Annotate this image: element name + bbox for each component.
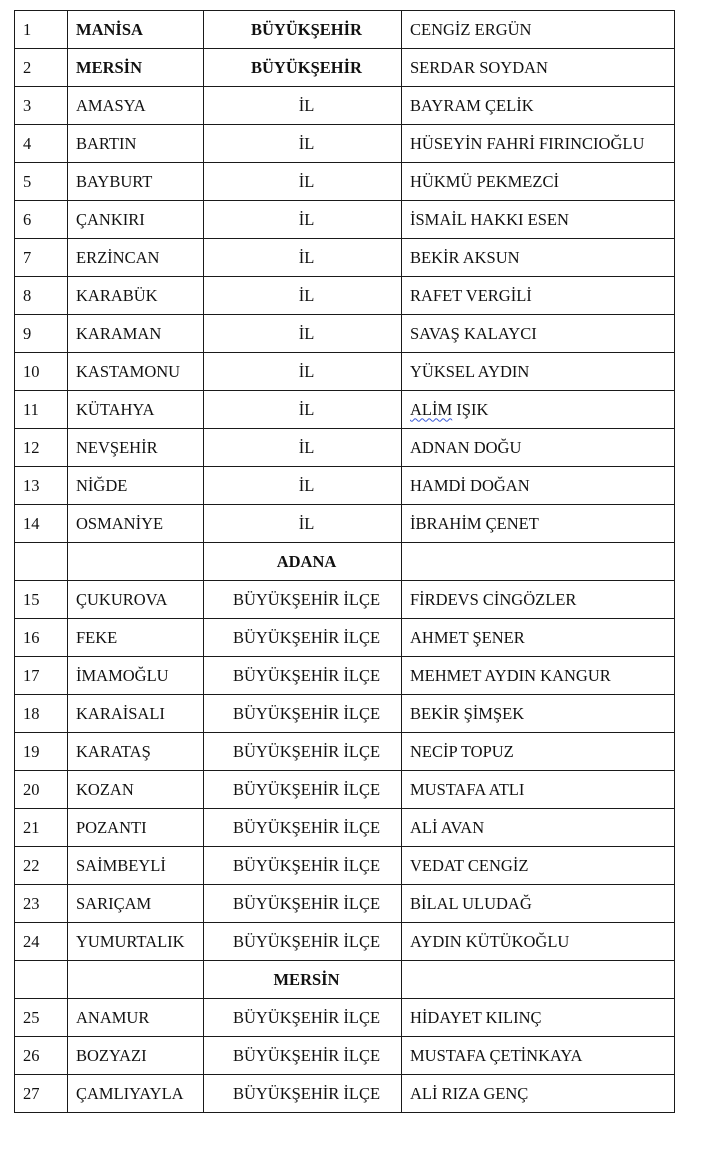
- municipality-type-cell: BÜYÜKŞEHİR İLÇE: [204, 885, 402, 923]
- province-cell: ANAMUR: [68, 999, 204, 1037]
- candidate-name-cell: [402, 391, 675, 429]
- row-number-cell: 6: [15, 201, 68, 239]
- municipality-type-cell: İL: [204, 353, 402, 391]
- municipality-type-cell: BÜYÜKŞEHİR İLÇE: [204, 581, 402, 619]
- candidate-name-cell: HİDAYET KILINÇ: [402, 999, 675, 1037]
- row-number-cell: 20: [15, 771, 68, 809]
- row-number-cell: 19: [15, 733, 68, 771]
- candidate-name-cell: FİRDEVS CİNGÖZLER: [402, 581, 675, 619]
- row-number-cell: 13: [15, 467, 68, 505]
- municipality-type-cell: BÜYÜKŞEHİR İLÇE: [204, 923, 402, 961]
- candidate-name-cell: BİLAL ULUDAĞ: [402, 885, 675, 923]
- candidate-name-cell: MUSTAFA ÇETİNKAYA: [402, 1037, 675, 1075]
- municipality-type-cell: İL: [204, 467, 402, 505]
- province-cell: BOZYAZI: [68, 1037, 204, 1075]
- municipality-type-cell: BÜYÜKŞEHİR İLÇE: [204, 999, 402, 1037]
- row-number-cell: 14: [15, 505, 68, 543]
- row-number-cell: 18: [15, 695, 68, 733]
- section-name-cell: [402, 961, 675, 999]
- municipality-type-cell: İL: [204, 125, 402, 163]
- row-number-cell: 21: [15, 809, 68, 847]
- table-row: [15, 277, 675, 315]
- row-number-cell: 8: [15, 277, 68, 315]
- municipality-type-cell: İL: [204, 239, 402, 277]
- province-cell: KARAMAN: [68, 315, 204, 353]
- municipality-type-cell: İL: [204, 391, 402, 429]
- candidate-name-cell: AYDIN KÜTÜKOĞLU: [402, 923, 675, 961]
- candidate-name-cell: BEKİR ŞİMŞEK: [402, 695, 675, 733]
- candidate-name-cell: CENGİZ ERGÜN: [402, 11, 675, 49]
- province-cell: POZANTI: [68, 809, 204, 847]
- table-row: [15, 391, 675, 429]
- province-cell: KASTAMONU: [68, 353, 204, 391]
- table-row: [15, 429, 675, 467]
- candidate-surname: IŞIK: [452, 399, 489, 419]
- row-number-cell: 11: [15, 391, 68, 429]
- municipality-type-cell: İL: [204, 163, 402, 201]
- row-number-cell: 24: [15, 923, 68, 961]
- candidate-name-cell: İSMAİL HAKKI ESEN: [402, 201, 675, 239]
- municipality-type-cell: İL: [204, 277, 402, 315]
- municipality-type-cell: BÜYÜKŞEHİR İLÇE: [204, 1075, 402, 1113]
- section-title: ADANA: [204, 543, 402, 581]
- row-number-cell: 4: [15, 125, 68, 163]
- municipality-type-cell: İL: [204, 87, 402, 125]
- table-row: [15, 847, 675, 885]
- row-number-cell: 25: [15, 999, 68, 1037]
- candidate-name-cell: HAMDİ DOĞAN: [402, 467, 675, 505]
- section-title: MERSİN: [204, 961, 402, 999]
- province-cell: MANİSA: [68, 11, 204, 49]
- table-row: [15, 87, 675, 125]
- province-cell: YUMURTALIK: [68, 923, 204, 961]
- candidates-table-body: [15, 11, 675, 1113]
- candidate-name-cell: ADNAN DOĞU: [402, 429, 675, 467]
- row-number-cell: 15: [15, 581, 68, 619]
- province-cell: ÇUKUROVA: [68, 581, 204, 619]
- section-city-cell: [68, 961, 204, 999]
- table-row: [15, 1037, 675, 1075]
- row-number-cell: 16: [15, 619, 68, 657]
- row-number-cell: 3: [15, 87, 68, 125]
- table-row: [15, 49, 675, 87]
- table-row: [15, 657, 675, 695]
- table-row: [15, 771, 675, 809]
- province-cell: BAYBURT: [68, 163, 204, 201]
- province-cell: KOZAN: [68, 771, 204, 809]
- row-number-cell: 26: [15, 1037, 68, 1075]
- municipality-type-cell: İL: [204, 315, 402, 353]
- province-cell: SARIÇAM: [68, 885, 204, 923]
- candidate-name-cell: SAVAŞ KALAYCI: [402, 315, 675, 353]
- section-name-cell: [402, 543, 675, 581]
- municipality-type-cell: BÜYÜKŞEHİR: [204, 11, 402, 49]
- candidate-name-cell: MUSTAFA ATLI: [402, 771, 675, 809]
- row-number-cell: 22: [15, 847, 68, 885]
- spellcheck-flagged-word: ALİM: [410, 399, 453, 419]
- municipality-type-cell: BÜYÜKŞEHİR İLÇE: [204, 771, 402, 809]
- table-row: [15, 163, 675, 201]
- municipality-type-cell: İL: [204, 201, 402, 239]
- province-cell: NEVŞEHİR: [68, 429, 204, 467]
- municipality-type-cell: BÜYÜKŞEHİR: [204, 49, 402, 87]
- table-row: [15, 619, 675, 657]
- table-row: [15, 353, 675, 391]
- province-cell: KARATAŞ: [68, 733, 204, 771]
- row-number-cell: 10: [15, 353, 68, 391]
- province-cell: KARABÜK: [68, 277, 204, 315]
- province-cell: MERSİN: [68, 49, 204, 87]
- candidate-name-cell: RAFET VERGİLİ: [402, 277, 675, 315]
- municipality-type-cell: BÜYÜKŞEHİR İLÇE: [204, 809, 402, 847]
- table-row: [15, 695, 675, 733]
- province-cell: FEKE: [68, 619, 204, 657]
- municipality-type-cell: BÜYÜKŞEHİR İLÇE: [204, 733, 402, 771]
- candidate-name-cell: İBRAHİM ÇENET: [402, 505, 675, 543]
- candidate-name-cell: AHMET ŞENER: [402, 619, 675, 657]
- row-number-cell: 17: [15, 657, 68, 695]
- province-cell: SAİMBEYLİ: [68, 847, 204, 885]
- candidate-name-cell: NECİP TOPUZ: [402, 733, 675, 771]
- row-number-cell: 1: [15, 11, 68, 49]
- municipality-type-cell: İL: [204, 429, 402, 467]
- candidate-name-cell: SERDAR SOYDAN: [402, 49, 675, 87]
- candidate-name-cell: BEKİR AKSUN: [402, 239, 675, 277]
- row-number-cell: 27: [15, 1075, 68, 1113]
- province-cell: NİĞDE: [68, 467, 204, 505]
- province-cell: AMASYA: [68, 87, 204, 125]
- candidate-name-cell: HÜKMÜ PEKMEZCİ: [402, 163, 675, 201]
- table-row: [15, 809, 675, 847]
- province-cell: BARTIN: [68, 125, 204, 163]
- candidate-name-cell: HÜSEYİN FAHRİ FIRINCIOĞLU: [402, 125, 675, 163]
- candidate-name-cell: ALİ AVAN: [402, 809, 675, 847]
- municipality-type-cell: BÜYÜKŞEHİR İLÇE: [204, 619, 402, 657]
- municipality-type-cell: BÜYÜKŞEHİR İLÇE: [204, 657, 402, 695]
- table-row: [15, 315, 675, 353]
- table-row: [15, 505, 675, 543]
- table-row: [15, 11, 675, 49]
- section-row: [15, 543, 675, 581]
- candidate-name-cell: YÜKSEL AYDIN: [402, 353, 675, 391]
- municipality-type-cell: BÜYÜKŞEHİR İLÇE: [204, 1037, 402, 1075]
- province-cell: ÇANKIRI: [68, 201, 204, 239]
- province-cell: KÜTAHYA: [68, 391, 204, 429]
- section-no-cell: [15, 543, 68, 581]
- table-row: [15, 885, 675, 923]
- municipality-type-cell: BÜYÜKŞEHİR İLÇE: [204, 847, 402, 885]
- table-row: [15, 733, 675, 771]
- table-row: [15, 239, 675, 277]
- candidate-name-cell: MEHMET AYDIN KANGUR: [402, 657, 675, 695]
- row-number-cell: 5: [15, 163, 68, 201]
- province-cell: KARAİSALI: [68, 695, 204, 733]
- table-row: [15, 201, 675, 239]
- municipality-type-cell: İL: [204, 505, 402, 543]
- section-no-cell: [15, 961, 68, 999]
- row-number-cell: 23: [15, 885, 68, 923]
- table-row: [15, 581, 675, 619]
- table-row: [15, 1075, 675, 1113]
- row-number-cell: 9: [15, 315, 68, 353]
- candidates-table: [14, 10, 675, 1113]
- province-cell: OSMANİYE: [68, 505, 204, 543]
- province-cell: ÇAMLIYAYLA: [68, 1075, 204, 1113]
- row-number-cell: 12: [15, 429, 68, 467]
- row-number-cell: 7: [15, 239, 68, 277]
- municipality-type-cell: BÜYÜKŞEHİR İLÇE: [204, 695, 402, 733]
- row-number-cell: 2: [15, 49, 68, 87]
- province-cell: ERZİNCAN: [68, 239, 204, 277]
- table-row: [15, 999, 675, 1037]
- section-city-cell: [68, 543, 204, 581]
- candidate-name-cell: ALİ RIZA GENÇ: [402, 1075, 675, 1113]
- table-row: [15, 125, 675, 163]
- candidate-name-cell: BAYRAM ÇELİK: [402, 87, 675, 125]
- table-row: [15, 467, 675, 505]
- candidate-name-cell: VEDAT CENGİZ: [402, 847, 675, 885]
- table-row: [15, 923, 675, 961]
- province-cell: İMAMOĞLU: [68, 657, 204, 695]
- section-row: [15, 961, 675, 999]
